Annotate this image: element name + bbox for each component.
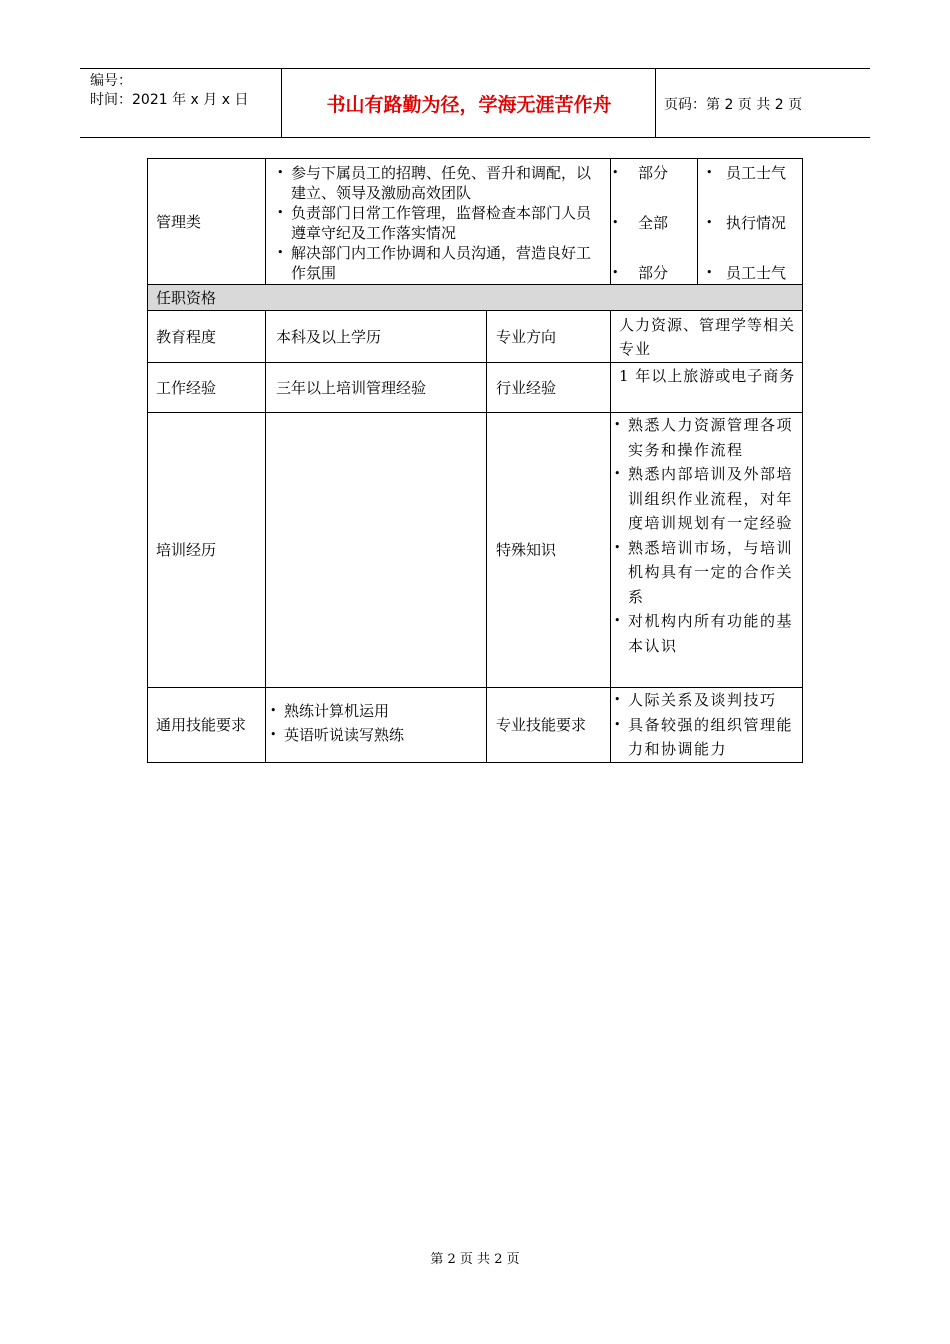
table-border [147, 362, 803, 363]
list-item: • 参与下属员工的招聘、任免、晋升和调配，以建立、领导及激励高效团队 [275, 163, 605, 203]
section-row-background [147, 284, 803, 310]
list-item: • 全部 [610, 213, 696, 233]
table-border [486, 310, 487, 763]
training-label: 培训经历 [156, 541, 217, 559]
list-item: • 熟悉培训市场，与培训机构具有一定的合作关系 [612, 536, 798, 610]
management-indicators-list [704, 163, 800, 283]
industry-experience-value: 1 年以上旅游或电子商务 [619, 367, 796, 385]
list-item: • 部分 [610, 263, 696, 283]
job-description-table [147, 158, 803, 763]
management-duties-list [275, 163, 605, 283]
table-border [147, 158, 148, 763]
list-item: • 熟练计算机运用 [268, 699, 483, 723]
table-border [147, 310, 803, 311]
list-item: • 熟悉人力资源管理各项实务和操作流程 [612, 413, 798, 462]
list-item: • 解决部门内工作协调和人员沟通，营造良好工作氛围 [275, 243, 605, 283]
table-border [147, 284, 803, 285]
header-divider [655, 69, 656, 137]
table-border [265, 310, 266, 763]
table-border [610, 310, 611, 763]
header-motto: 书山有路勤为径，学海无涯苦作舟 [326, 93, 612, 116]
header-page-code: 页码：第 2 页 共 2 页 [664, 97, 803, 113]
professional-skills-list [612, 688, 798, 762]
list-item: • 执行情况 [704, 213, 800, 233]
table-border [265, 158, 266, 285]
education-label: 教育程度 [156, 327, 217, 346]
professional-skills-label: 专业技能要求 [496, 716, 587, 734]
page-footer: 第 2 页 共 2 页 [430, 1252, 520, 1267]
education-value: 本科及以上学历 [276, 327, 382, 346]
list-item: • 英语听说读写熟练 [268, 723, 483, 747]
list-item: • 负责部门日常工作管理，监督检查本部门人员遵章守纪及工作落实情况 [275, 203, 605, 243]
document-header [80, 68, 870, 138]
list-item: • 员工士气 [704, 263, 800, 283]
document-number-label: 编号： [90, 73, 132, 89]
major-value: 人力资源、管理学等相关专业 [619, 316, 796, 358]
work-experience-label: 工作经验 [156, 378, 217, 397]
list-item: • 人际关系及谈判技巧 [612, 688, 798, 713]
section-title: 任职资格 [156, 288, 217, 307]
table-border [802, 158, 803, 763]
special-knowledge-label: 特殊知识 [496, 541, 557, 559]
list-item: • 熟悉内部培训及外部培训组织作业流程，对年度培训规划有一定经验 [612, 462, 798, 536]
list-item: • 员工士气 [704, 163, 800, 183]
document-date: 时间：2021 年 x 月 x 日 [90, 92, 249, 108]
management-scope-list [610, 163, 696, 283]
table-border [697, 158, 698, 285]
list-item: • 具备较强的组织管理能力和协调能力 [612, 713, 798, 762]
major-label: 专业方向 [496, 327, 557, 346]
industry-experience-label: 行业经验 [496, 378, 557, 397]
management-label: 管理类 [156, 212, 202, 231]
list-item: • 部分 [610, 163, 696, 183]
general-skills-label: 通用技能要求 [156, 716, 247, 734]
general-skills-list [268, 699, 483, 747]
special-knowledge-list [612, 413, 798, 658]
table-border [147, 762, 803, 763]
list-item: • 对机构内所有功能的基本认识 [612, 609, 798, 658]
work-experience-value: 三年以上培训管理经验 [276, 378, 427, 397]
